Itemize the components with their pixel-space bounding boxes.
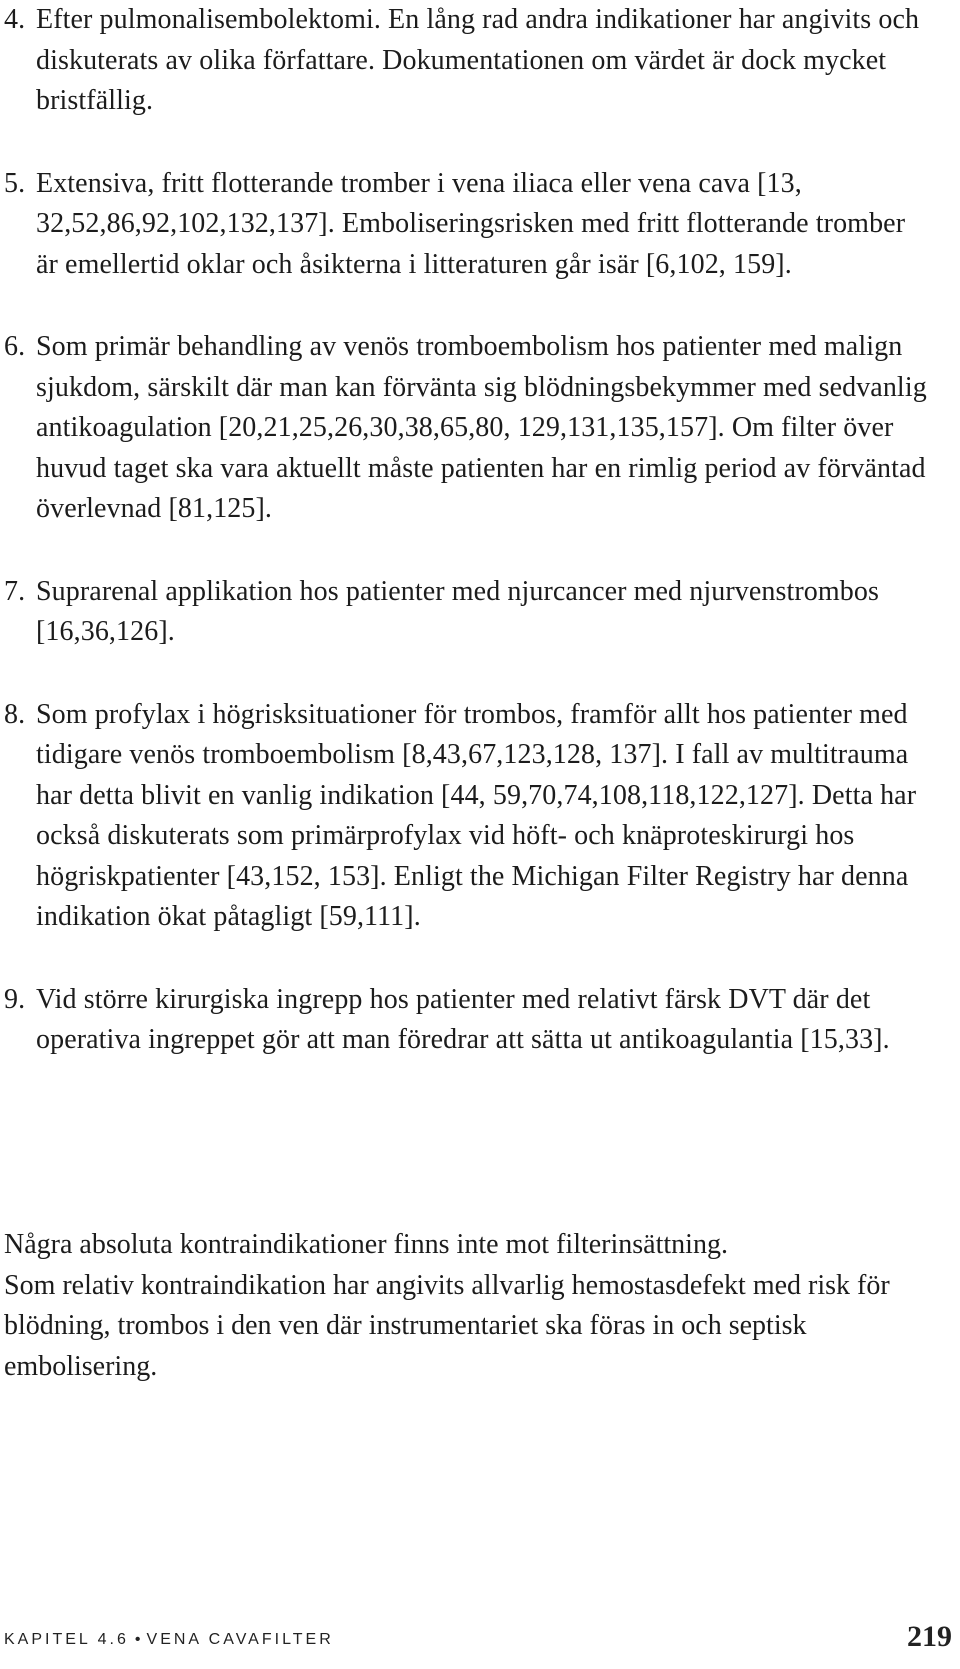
list-item-number: 5.: [4, 167, 26, 199]
list-item: [4, 164, 934, 286]
list-item-number: 9.: [4, 983, 26, 1015]
page-number: 219: [907, 1620, 952, 1653]
list-item-text: Som profylax i högrisksituationer för trombos, framför allt hos patienter med tidigare venös tromboembolism [8,43,67,123,128, 137]. I fall av multitrauma har detta blivit en vanlig indikation [44, 59,70,74,108,118,122,127]. Detta har också diskuterats som primärprofylax vid höft- och knäproteskirurgi hos högriskpatienter [43,152, 153]. Enligt the Michigan Filter Registry har denna indikation ökat påtagligt [59,111].: [36, 698, 917, 932]
list-item: [4, 980, 934, 1061]
section-label: VENA CAVAFILTER: [146, 1631, 334, 1648]
list-item: [4, 327, 934, 530]
page-footer: [0, 1620, 960, 1660]
closing-line-relative: Som relativ kontraindikation har angivits allvarlig hemostasdefekt med risk för blödning, trombos i den ven där instrumentariet ska föras in och septisk embolisering.: [4, 1269, 890, 1382]
list-item-text: Suprarenal applikation hos patienter med njurcancer med njurvenstrombos [16,36,126].: [36, 575, 879, 647]
list-item-number: 8.: [4, 698, 26, 730]
list-item: [4, 695, 934, 938]
running-footer: [4, 1631, 334, 1649]
indication-list: [4, 0, 934, 1103]
list-item-text: Extensiva, fritt flotterande tromber i vena iliaca eller vena cava [13, 32,52,86,92,102,132,137]. Emboliseringsrisken med fritt flotterande tromber är emellertid oklar och åsikterna i litteraturen går isär [6,102, 159].: [36, 167, 906, 280]
chapter-label: KAPITEL 4.6: [4, 1631, 129, 1648]
closing-line-absolute: Några absoluta kontraindikationer finns inte mot filterinsättning.: [4, 1229, 728, 1260]
list-item-text: Efter pulmonalisembolektomi. En lång rad andra indikationer har angivits och diskuterats av olika författare. Dokumentationen om värdet är dock mycket bristfällig.: [36, 4, 920, 116]
footer-separator: •: [134, 1631, 141, 1648]
list-item: [4, 0, 934, 122]
closing-paragraph: [4, 1225, 939, 1387]
list-item-number: 6.: [4, 331, 26, 362]
list-item-number: 7.: [4, 575, 26, 607]
list-item: [4, 572, 934, 653]
list-item-number: 4.: [4, 4, 26, 35]
list-item-text: Vid större kirurgiska ingrepp hos patienter med relativt färsk DVT där det operativa ingreppet gör att man föredrar att sätta ut antikoagulantia [15,33].: [36, 983, 890, 1055]
list-item-text: Som primär behandling av venös tromboembolism hos patienter med malign sjukdom, särskilt där man kan förvänta sig blödningsbekymmer med sedvanlig antikoagulation [20,21,25,26,30,38,65,80, 129,131,135,157]. Om filter över huvud taget ska vara aktuellt måste patienten har en rimlig period av förväntad överlevnad [81,125].: [36, 331, 927, 524]
